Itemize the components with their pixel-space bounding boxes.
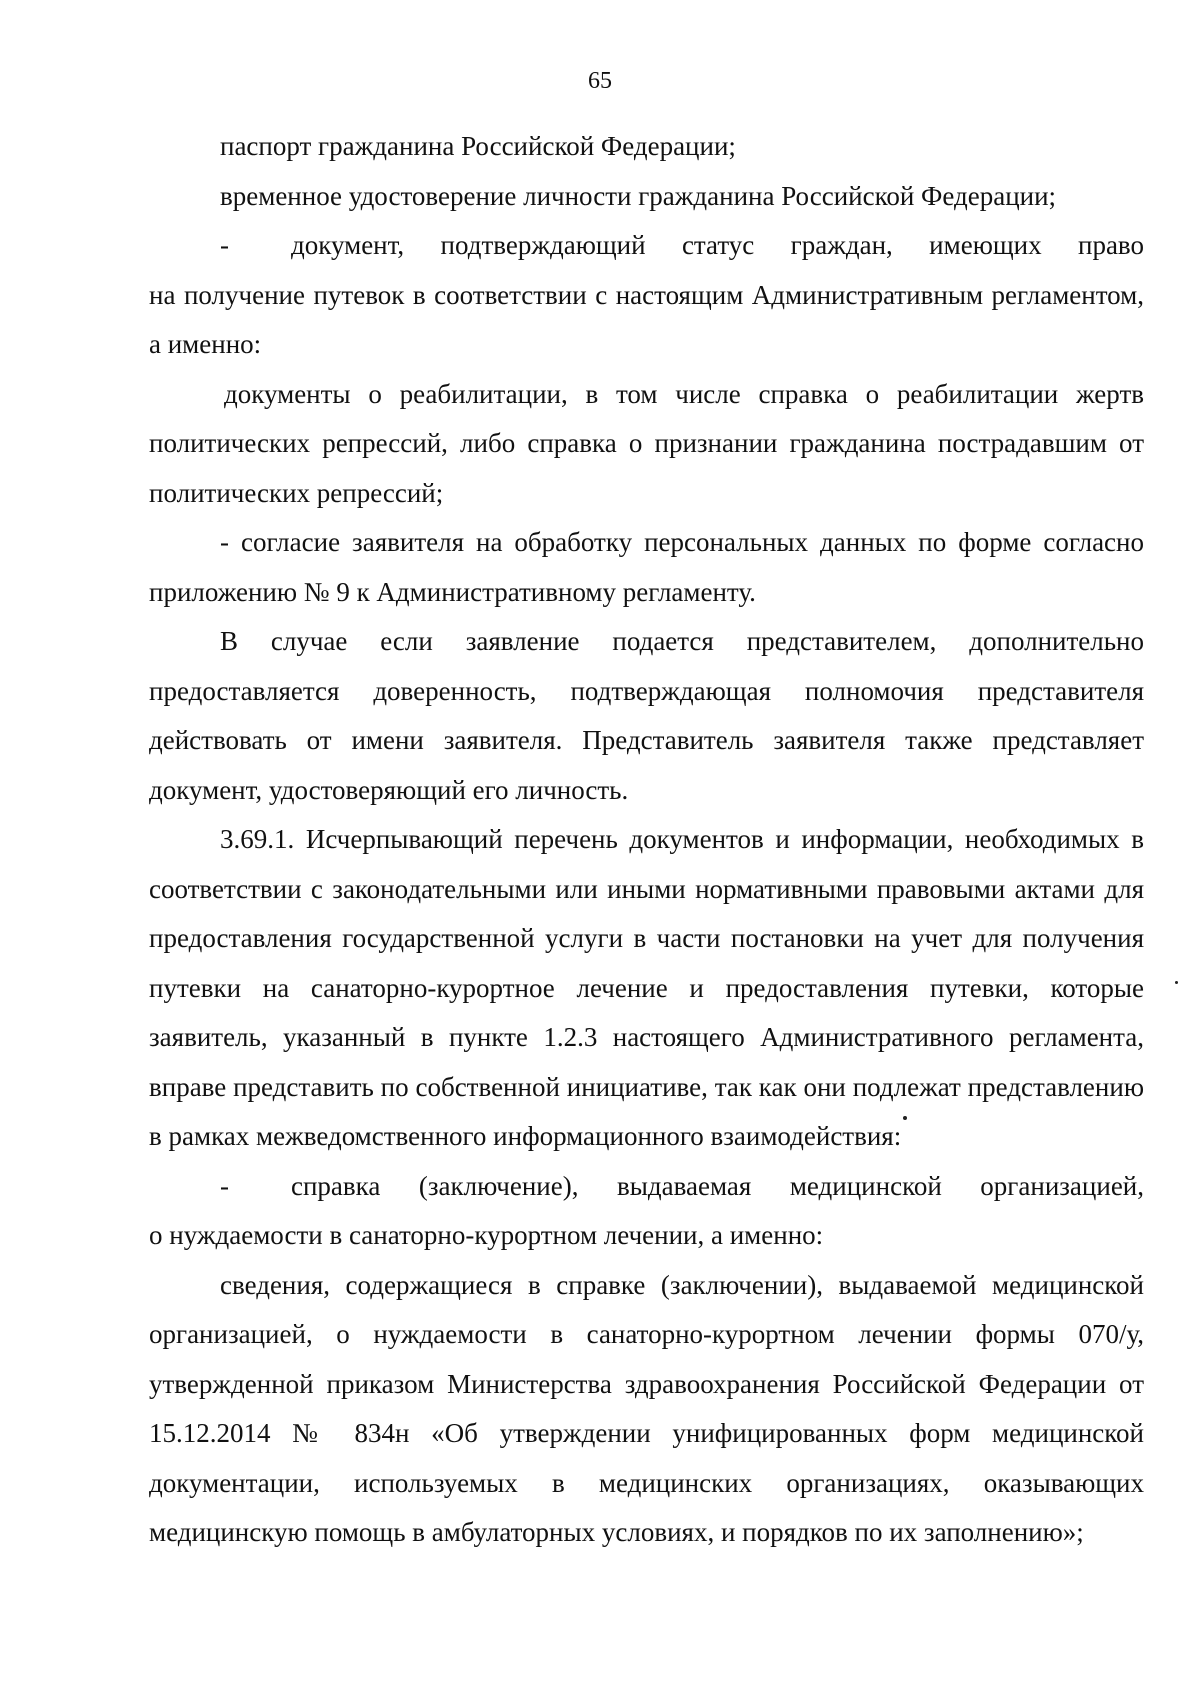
paragraph-form-070: сведения, содержащиеся в справке (заключении), выдаваемой медицинской организацией, о нуждаемости в санаторно-курортном лечении формы 070/у, утвержденной приказом Министерства здравоохранения Российской Федерации от 15.12.2014 № 834н «Об утверждении унифицированных форм медицинской документации, используемых в медицинских организациях, оказывающих медицинскую помощь в амбулаторных условиях, и порядков по их заполнению»; xyxy=(149,1269,1144,1547)
document-body xyxy=(149,122,1144,1558)
dash-marker: - xyxy=(220,230,229,260)
page-number: 65 xyxy=(588,68,612,94)
paragraph-status-document xyxy=(149,221,1144,370)
paragraph-medical-certificate xyxy=(149,1162,1144,1261)
dash-item-line xyxy=(149,221,1144,271)
dash-item-continuation: о нуждаемости в санаторно-курортном лечении, а именно: xyxy=(149,1220,824,1250)
dash-item-continuation: на получение путевок в соответствии с настоящим Административным регламентом, а именно: xyxy=(149,279,1144,359)
dash-marker: - xyxy=(220,1170,229,1201)
paragraph-3-69-1: 3.69.1. Исчерпывающий перечень документов и информации, необходимых в соответствии с законодательными или иными нормативными правовыми актами для предоставления государственной услуги в части постановки на учет для получения путевки на санаторно-курортное лечение и предоставления путевки, которые заявитель, указанный в пункте 1.2.3 настоящего Административного регламента, вправе представить по собственной инициативе, так как они подлежат представлению в рамках межведомственного информационного взаимодействия: xyxy=(149,824,1144,1151)
paragraph-temporary-id: временное удостоверение личности гражданина Российской Федерации; xyxy=(220,180,1057,211)
dash-item-first-line: документ, подтверждающий статус граждан, имеющих право xyxy=(291,230,1144,260)
dash-item-first-line: справка (заключение), выдаваемая медицинской организацией, xyxy=(291,1170,1144,1201)
dash-item-line xyxy=(149,1162,1144,1212)
paragraph-consent: - согласие заявителя на обработку персональных данных по форме согласно приложению № 9 к Административному регламенту. xyxy=(149,527,1144,607)
paragraph-rehabilitation: документы о реабилитации, в том числе справка о реабилитации жертв политических репрессий, либо справка о признании гражданина пострадавшим от политических репрессий; xyxy=(149,378,1144,508)
scan-speck xyxy=(903,1116,907,1120)
paragraph-representative: В случае если заявление подается представителем, дополнительно предоставляется доверенность, подтверждающая полномочия представителя действовать от имени заявителя. Представитель заявителя также представляет документ, удостоверяющий его личность. xyxy=(149,626,1144,805)
paragraph-passport: паспорт гражданина Российской Федерации; xyxy=(220,131,736,161)
scan-speck xyxy=(1175,981,1178,984)
